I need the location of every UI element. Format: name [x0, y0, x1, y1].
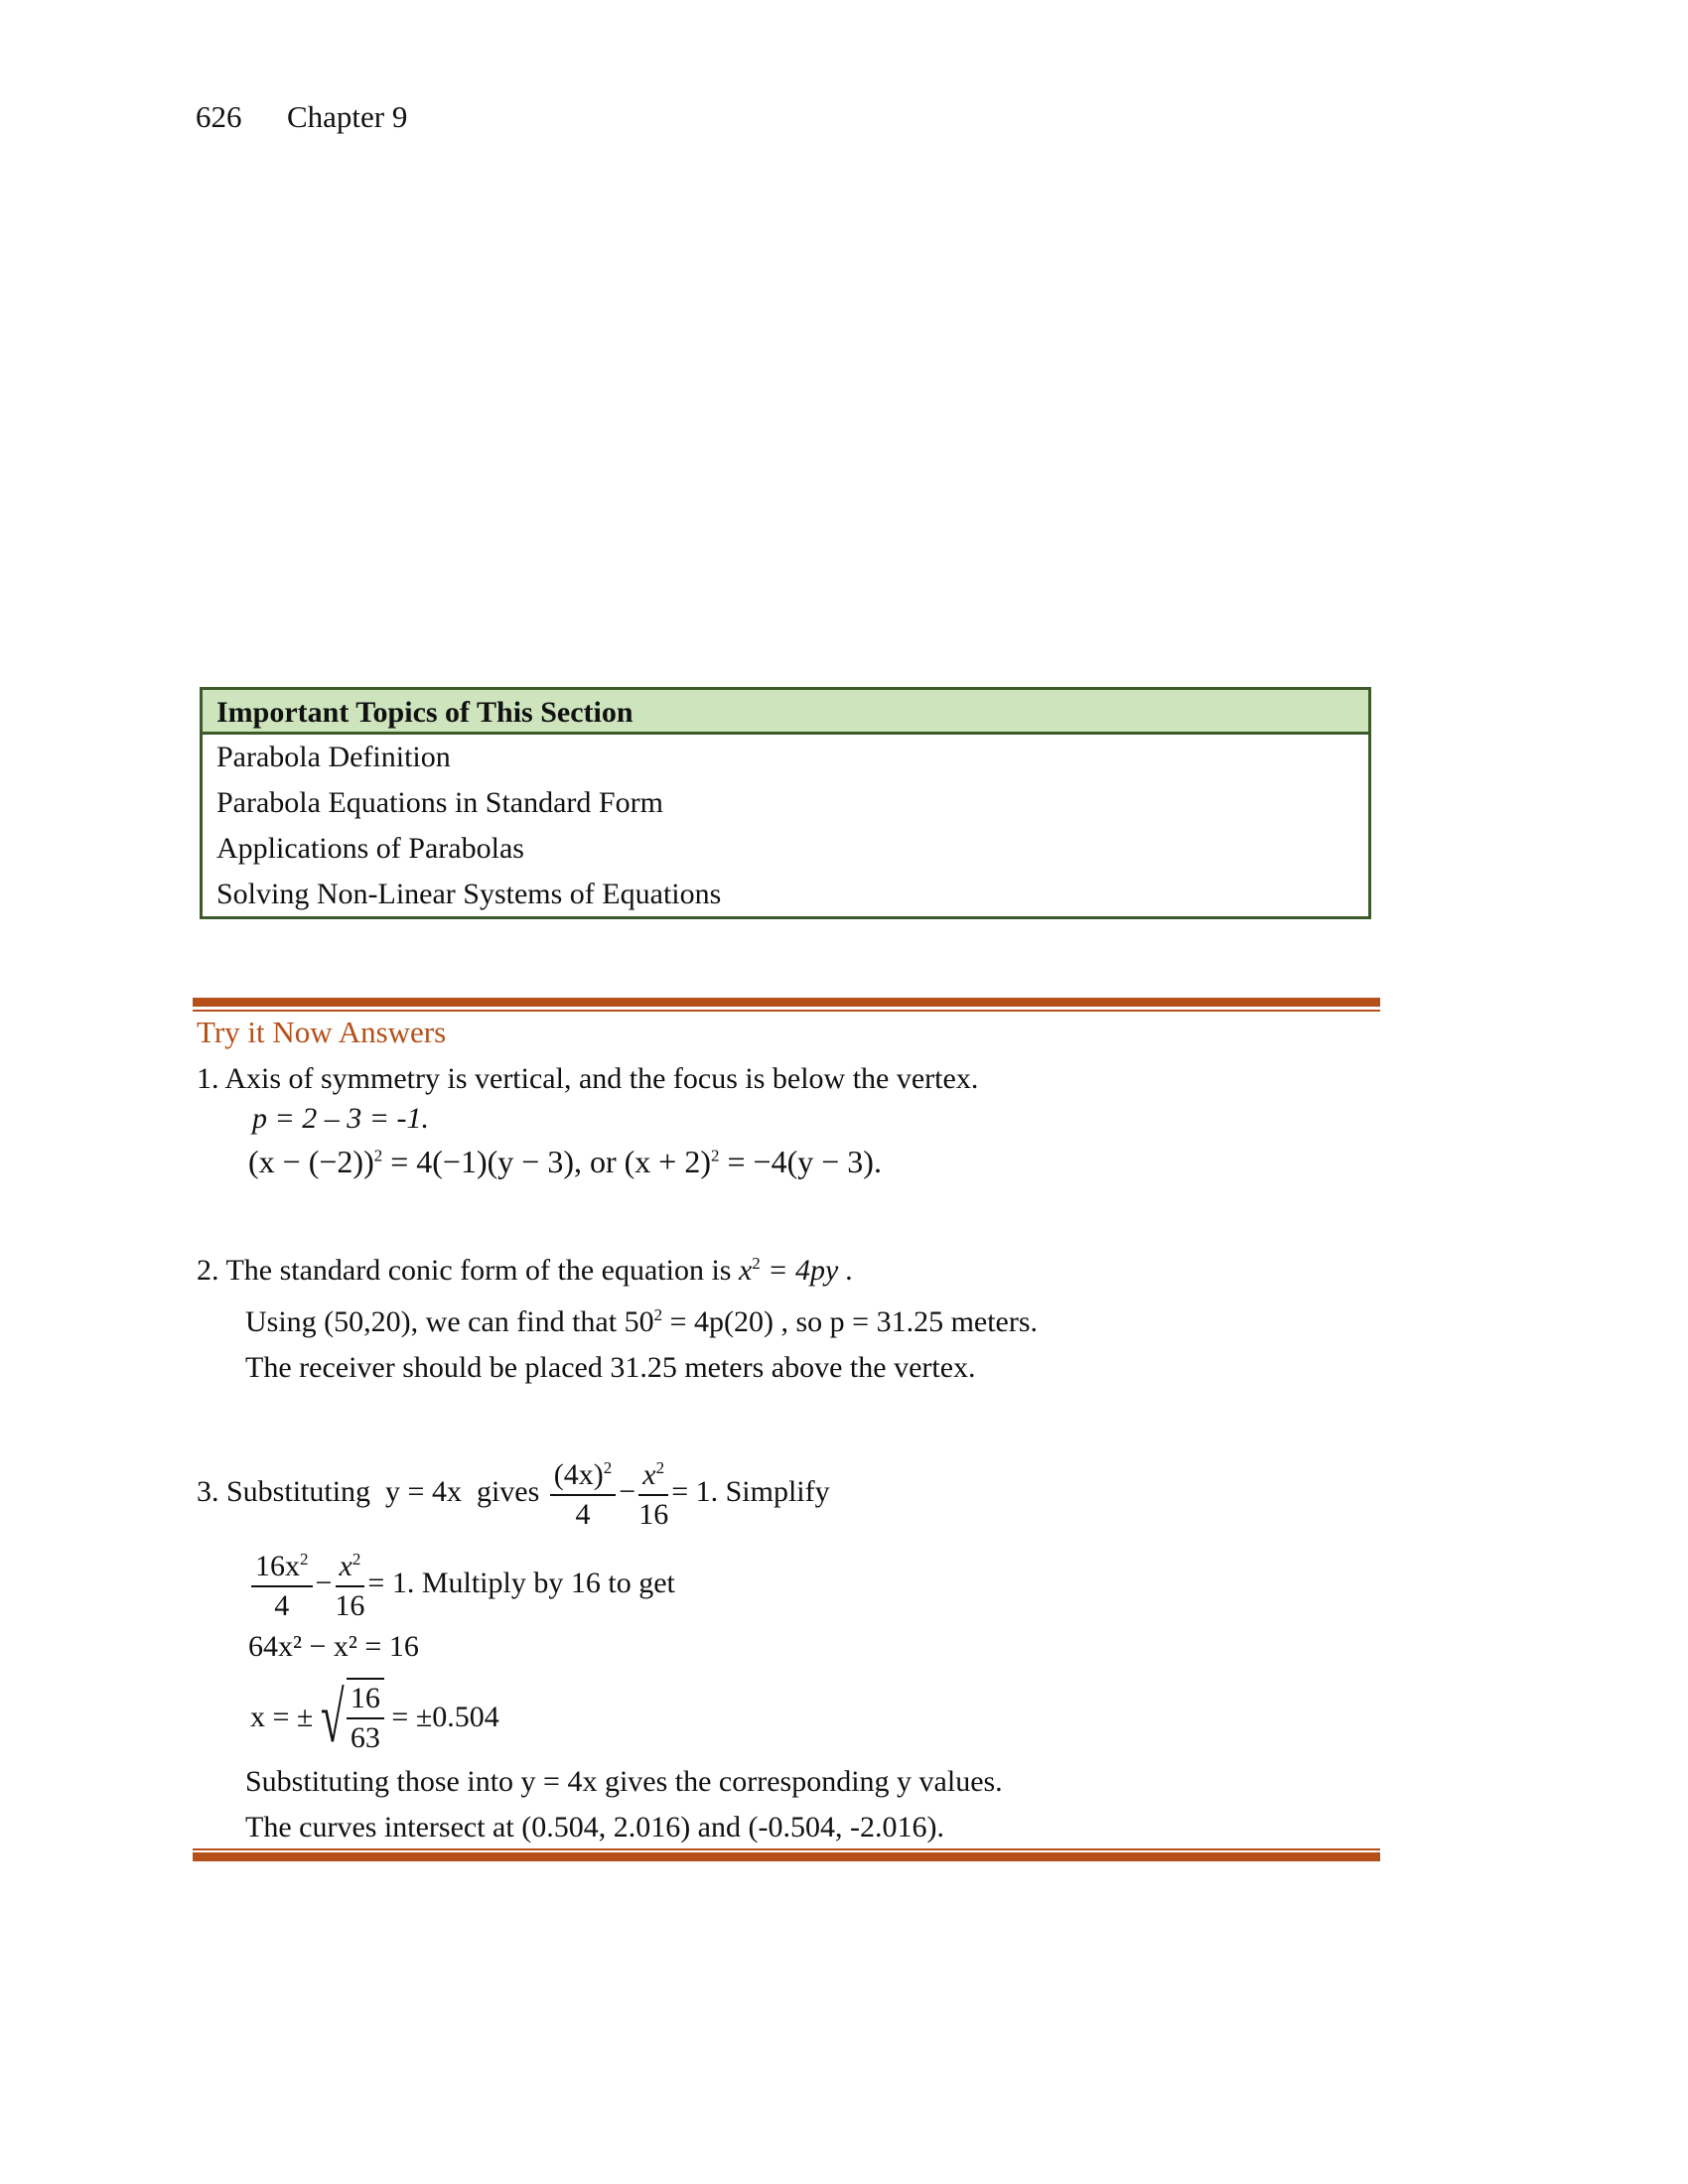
numerator: 16x [255, 1550, 300, 1582]
answer-1-equation [248, 1144, 882, 1180]
fraction [550, 1449, 616, 1534]
numerator: 16 [347, 1680, 384, 1719]
answers-title: Try it Now Answers [197, 1015, 447, 1049]
eq-part: (x + 2) [624, 1144, 711, 1179]
page-number: 626 [196, 99, 242, 134]
topics-box-title: Important Topics of This Section [203, 690, 1368, 735]
eq-part: = 4(−1)(y − 3), or [382, 1144, 625, 1179]
radical-sign-icon: √ [321, 1678, 346, 1757]
topic-item: Solving Non-Linear Systems of Equations [216, 878, 722, 910]
denominator: 4 [575, 1498, 591, 1531]
answer-3-line2 [248, 1541, 675, 1625]
exponent: 2 [655, 1458, 665, 1477]
answer-2-line1 [197, 1254, 853, 1288]
topic-item: Applications of Parabolas [216, 832, 524, 865]
text: Using (50,20), we can find that 50 [245, 1305, 654, 1338]
answer-3-line1 [197, 1449, 830, 1534]
numerator: x [339, 1550, 352, 1582]
text: = 4p(20) , so p = 31.25 meters. [662, 1305, 1039, 1338]
eq-part: = −4(y − 3). [719, 1144, 882, 1179]
text: x = ± [250, 1701, 314, 1733]
answer-1-line1: 1. Axis of symmetry is vertical, and the focus is below the vertex. [197, 1062, 979, 1095]
numerator: (4x) [553, 1458, 604, 1491]
section-rule-bottom-thin [193, 1848, 1380, 1850]
chapter-label: Chapter 9 [287, 99, 408, 134]
topics-box [200, 687, 1371, 919]
text: = 1. Simplify [671, 1474, 830, 1508]
section-rule-top-thin [193, 1010, 1380, 1012]
answer-3-line4 [250, 1678, 499, 1757]
fraction [251, 1541, 313, 1625]
eq-part: = 4py . [760, 1254, 854, 1287]
exponent: 2 [300, 1550, 309, 1569]
exponent: 2 [711, 1146, 720, 1165]
topic-item: Parabola Definition [216, 741, 451, 773]
square-root [313, 1678, 384, 1757]
exponent: 2 [603, 1458, 613, 1477]
eq-part: x [738, 1254, 753, 1287]
exponent: 2 [352, 1550, 361, 1569]
numerator: x [642, 1458, 656, 1491]
denominator: 4 [274, 1589, 290, 1622]
text: = 1. Multiply by 16 to get [367, 1566, 675, 1599]
topic-item: Parabola Equations in Standard Form [216, 786, 663, 819]
denominator: 16 [638, 1498, 669, 1531]
minus: − [619, 1474, 636, 1508]
eq-part: (x − (−2)) [248, 1144, 374, 1179]
fraction [335, 1541, 364, 1625]
text: 3. Substituting y = 4x gives [197, 1474, 547, 1508]
denominator: 16 [335, 1589, 365, 1622]
answer-2-line2 [245, 1305, 1038, 1339]
text: = ±0.504 [383, 1701, 499, 1733]
fraction [638, 1449, 668, 1534]
section-rule-top [193, 998, 1380, 1007]
answer-3-line6: The curves intersect at (0.504, 2.016) and (-0.504, -2.016). [245, 1811, 944, 1843]
exponent: 2 [373, 1146, 383, 1165]
section-rule-bottom [193, 1852, 1380, 1861]
denominator: 63 [350, 1721, 380, 1754]
answer-3-line3: 64x² − x² = 16 [248, 1630, 419, 1663]
minus: − [315, 1566, 333, 1599]
exponent: 2 [752, 1254, 761, 1273]
answer-2-line3: The receiver should be placed 31.25 meters above the vertex. [245, 1351, 976, 1384]
answer-1-line2: p = 2 – 3 = -1. [252, 1102, 429, 1135]
answer-3-line5: Substituting those into y = 4x gives the corresponding y values. [245, 1765, 1003, 1798]
text: 2. The standard conic form of the equation is [197, 1254, 739, 1287]
exponent: 2 [653, 1305, 663, 1324]
